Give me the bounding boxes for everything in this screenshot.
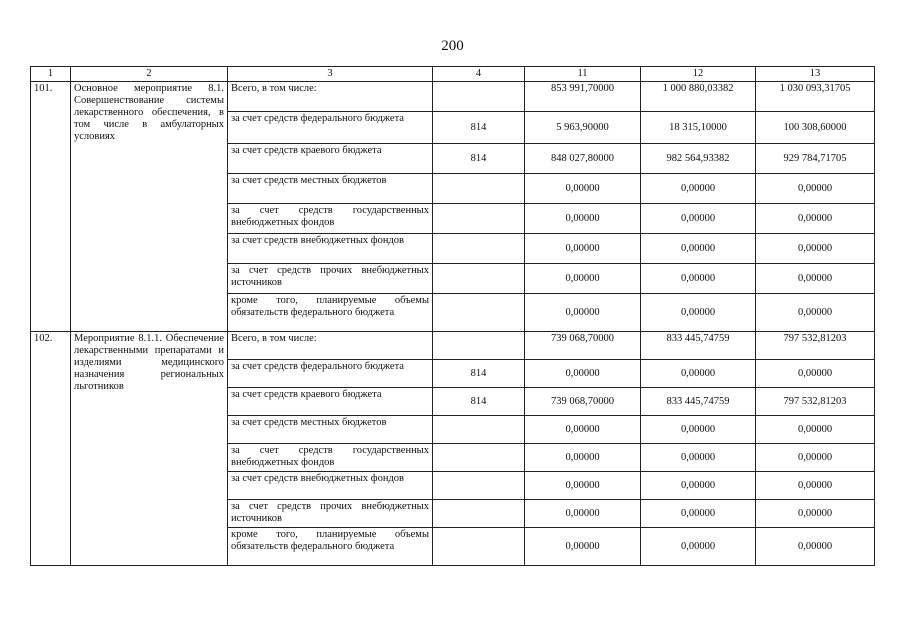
value-col-13: 0,00000 — [756, 234, 875, 264]
column-header: 2 — [71, 67, 228, 82]
value-col-11: 5 963,90000 — [525, 112, 641, 144]
value-col-12: 0,00000 — [641, 264, 756, 294]
column-number-row — [31, 67, 875, 82]
budget-code — [433, 294, 525, 332]
funding-source: за счет средств местных бюджетов — [228, 416, 433, 444]
funding-source: Всего, в том числе: — [228, 332, 433, 360]
budget-code — [433, 82, 525, 112]
budget-code — [433, 500, 525, 528]
row-number: 101. — [31, 82, 71, 332]
value-col-11: 0,00000 — [525, 294, 641, 332]
value-col-12: 0,00000 — [641, 500, 756, 528]
budget-code — [433, 174, 525, 204]
value-col-11: 0,00000 — [525, 472, 641, 500]
column-header: 13 — [756, 67, 875, 82]
value-col-13: 100 308,60000 — [756, 112, 875, 144]
value-col-12: 0,00000 — [641, 528, 756, 566]
funding-source: за счет средств местных бюджетов — [228, 174, 433, 204]
value-col-11: 739 068,70000 — [525, 388, 641, 416]
value-col-12: 0,00000 — [641, 234, 756, 264]
budget-code — [433, 234, 525, 264]
funding-source: за счет средств краевого бюджета — [228, 388, 433, 416]
row-number: 102. — [31, 332, 71, 566]
value-col-13: 0,00000 — [756, 204, 875, 234]
value-col-13: 0,00000 — [756, 444, 875, 472]
column-header: 4 — [433, 67, 525, 82]
value-col-11: 0,00000 — [525, 360, 641, 388]
value-col-12: 18 315,10000 — [641, 112, 756, 144]
column-header: 3 — [228, 67, 433, 82]
value-col-13: 0,00000 — [756, 360, 875, 388]
budget-code — [433, 444, 525, 472]
measure-name: Мероприятие 8.1.1. Обеспечение лекарственными препаратами и изделиями медицинского назначения региональных льготников — [71, 332, 228, 566]
value-col-12: 0,00000 — [641, 294, 756, 332]
budget-code: 814 — [433, 360, 525, 388]
value-col-11: 853 991,70000 — [525, 82, 641, 112]
page-number: 200 — [441, 38, 464, 54]
funding-source: за счет средств внебюджетных фондов — [228, 234, 433, 264]
value-col-13: 0,00000 — [756, 472, 875, 500]
funding-source: за счет средств государственных внебюджетных фондов — [228, 204, 433, 234]
value-col-13: 1 030 093,31705 — [756, 82, 875, 112]
value-col-11: 0,00000 — [525, 528, 641, 566]
budget-code: 814 — [433, 388, 525, 416]
value-col-11: 0,00000 — [525, 264, 641, 294]
budget-code — [433, 416, 525, 444]
budget-code: 814 — [433, 112, 525, 144]
value-col-11: 0,00000 — [525, 416, 641, 444]
value-col-12: 0,00000 — [641, 204, 756, 234]
column-header: 11 — [525, 67, 641, 82]
budget-table — [30, 66, 875, 566]
value-col-11: 739 068,70000 — [525, 332, 641, 360]
value-col-13: 797 532,81203 — [756, 388, 875, 416]
funding-source: за счет средств государственных внебюджетных фондов — [228, 444, 433, 472]
column-header: 1 — [31, 67, 71, 82]
value-col-12: 0,00000 — [641, 360, 756, 388]
funding-source: за счет средств прочих внебюджетных источников — [228, 264, 433, 294]
value-col-13: 0,00000 — [756, 500, 875, 528]
funding-source: кроме того, планируемые объемы обязательств федерального бюджета — [228, 528, 433, 566]
value-col-12: 982 564,93382 — [641, 144, 756, 174]
value-col-11: 848 027,80000 — [525, 144, 641, 174]
value-col-12: 833 445,74759 — [641, 388, 756, 416]
funding-source: за счет средств федерального бюджета — [228, 360, 433, 388]
funding-source: Всего, в том числе: — [228, 82, 433, 112]
value-col-11: 0,00000 — [525, 444, 641, 472]
value-col-13: 0,00000 — [756, 294, 875, 332]
value-col-11: 0,00000 — [525, 234, 641, 264]
value-col-11: 0,00000 — [525, 174, 641, 204]
value-col-12: 0,00000 — [641, 174, 756, 204]
value-col-13: 0,00000 — [756, 528, 875, 566]
budget-code — [433, 528, 525, 566]
budget-code — [433, 264, 525, 294]
value-col-12: 1 000 880,03382 — [641, 82, 756, 112]
value-col-13: 0,00000 — [756, 416, 875, 444]
value-col-12: 0,00000 — [641, 416, 756, 444]
table-row — [31, 332, 875, 360]
value-col-12: 833 445,74759 — [641, 332, 756, 360]
funding-source: за счет средств внебюджетных фондов — [228, 472, 433, 500]
value-col-12: 0,00000 — [641, 472, 756, 500]
budget-code — [433, 204, 525, 234]
value-col-12: 0,00000 — [641, 444, 756, 472]
measure-name: Основное мероприятие 8.1. Совершенствование системы лекарственного обеспечения, в том числе в амбулаторных условиях — [71, 82, 228, 332]
budget-code — [433, 332, 525, 360]
column-header: 12 — [641, 67, 756, 82]
funding-source: за счет средств федерального бюджета — [228, 112, 433, 144]
funding-source: кроме того, планируемые объемы обязательств федерального бюджета — [228, 294, 433, 332]
budget-code: 814 — [433, 144, 525, 174]
funding-source: за счет средств краевого бюджета — [228, 144, 433, 174]
value-col-13: 0,00000 — [756, 264, 875, 294]
table-row — [31, 82, 875, 112]
value-col-11: 0,00000 — [525, 500, 641, 528]
value-col-13: 0,00000 — [756, 174, 875, 204]
budget-code — [433, 472, 525, 500]
value-col-13: 797 532,81203 — [756, 332, 875, 360]
value-col-11: 0,00000 — [525, 204, 641, 234]
funding-source: за счет средств прочих внебюджетных источников — [228, 500, 433, 528]
value-col-13: 929 784,71705 — [756, 144, 875, 174]
